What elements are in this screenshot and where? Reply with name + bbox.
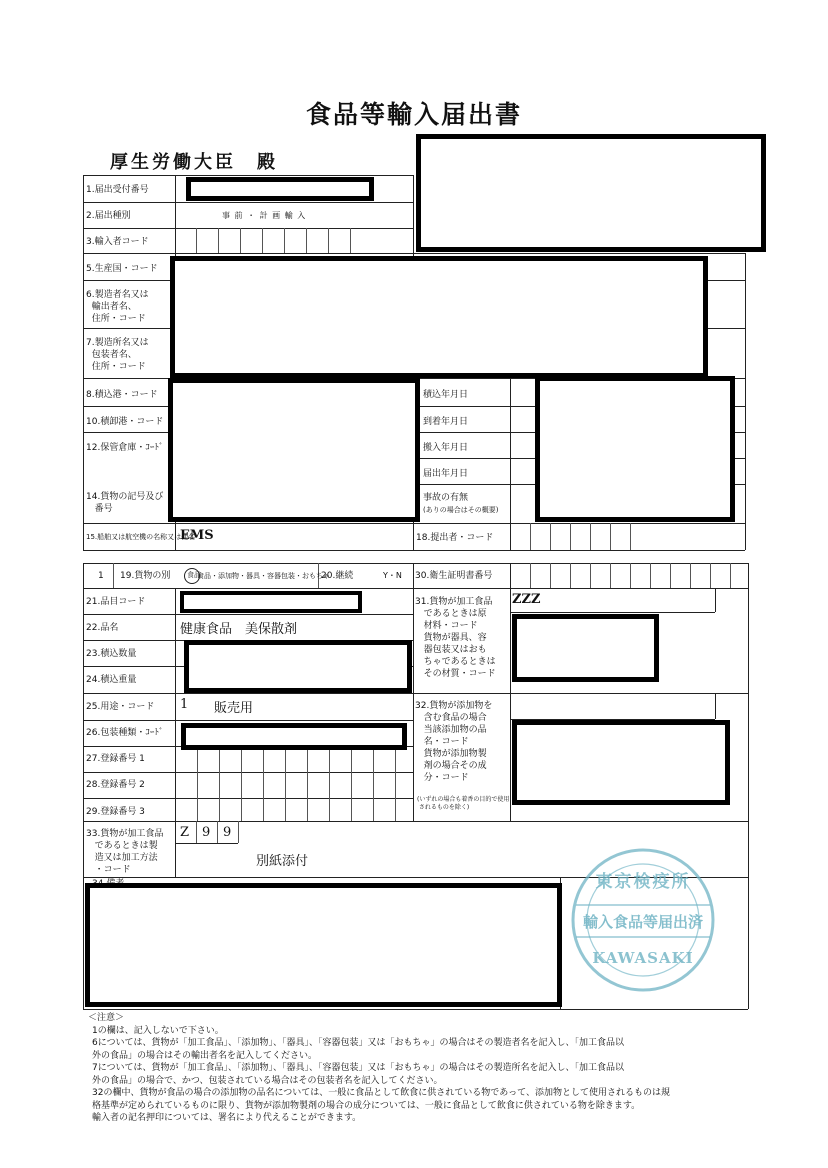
- label-manufacturer: 6.製造者名又は 輸出者名、 住所・コード: [86, 290, 149, 324]
- additives-note: (いずれの場合も着香の目的で使用 されるものを除く): [417, 796, 510, 811]
- notification-type-value: 事 前 ・ 計 画 輸 入: [222, 211, 307, 220]
- form-title: 食品等輸入届出書: [305, 100, 522, 129]
- label-factory: 7.製造所名又は 包装者名、 住所・コード: [86, 338, 149, 372]
- label-receipt-number: 1.届出受付番号: [86, 185, 149, 195]
- redacted-remarks: [85, 883, 562, 1007]
- label-unloading-port: 10.積卸港・コード: [86, 417, 164, 427]
- note-2: 6については、貨物が「加工食品」、「添加物」、「器具」、「容器包装」又は「おもちゃ」の場合はその製造者名を記入し、「加工食品以 外の食品」の場合はその輸出者名を記入してください。: [92, 1038, 625, 1061]
- notes-header: ＜注意＞: [88, 1013, 125, 1023]
- label-arrival-date: 到着年月日: [423, 417, 469, 427]
- row-number: 1: [98, 571, 104, 581]
- processing-code-2: 9: [202, 825, 211, 840]
- label-raw-materials: 31.貨物が加工食品 であるときは原 材料・コード 貨物が器具、容 器包装又はおも ちゃであるときは その材質・コード: [415, 597, 496, 679]
- label-processing-method: 33.貨物が加工食品 であるときは製 造又は加工方法 ・コード: [86, 829, 164, 875]
- label-continuation: 20.継続: [321, 571, 354, 581]
- label-registration-1: 27.登録番号 1: [86, 754, 145, 764]
- label-notification-date: 届出年月日: [423, 469, 469, 479]
- redacted-producer-info: [170, 256, 708, 378]
- redacted-receipt-number: [186, 177, 374, 201]
- note-5: 輸入者の記名押印については、署名により代えることができます。: [92, 1113, 362, 1123]
- label-accident: 事故の有無: [423, 493, 469, 503]
- stamp-top-text: 東京検疫所: [595, 872, 691, 892]
- redacted-importer-info: [416, 134, 766, 252]
- redacted-date-info: [535, 376, 735, 522]
- label-item-name: 22.品名: [86, 623, 119, 633]
- redacted-item-code: [180, 591, 362, 613]
- label-registration-2: 28.登録番号 2: [86, 780, 145, 790]
- label-loading-date: 積込年月日: [423, 390, 469, 400]
- note-1: 1の欄は、記入しないで下さい。: [92, 1025, 224, 1036]
- redacted-additives: [512, 720, 730, 805]
- label-cargo-marks: 14.貨物の記号及び 番号: [86, 492, 164, 514]
- label-submitter-code: 18.提出者・コード: [416, 533, 494, 543]
- label-use-code: 25.用途・コード: [86, 702, 155, 712]
- redacted-quantity-weight: [184, 640, 412, 693]
- note-3: 7については、貨物が「加工食品」、「添加物」、「器具」、「容器包装」又は「おもちゃ」の場合はその製造所名を記入し、「加工食品以 外の食品」の場合で、かつ、包装されている場合はその包装者名を記入してください。: [92, 1063, 625, 1086]
- redacted-packaging-type: [181, 723, 407, 750]
- notes-section: [88, 1012, 768, 1125]
- note-4: 32の欄中、貨物が食品の場合の添加物の品名については、一般に食品として飲食に供されている物であって、添加物として使用されるものは規 格基準が定められているものに限り、貨物が添加物製剤の場合の成分については、一般に食品として飲食に供されている物を除きます。: [92, 1088, 671, 1111]
- label-loading-quantity: 23.積込数量: [86, 649, 137, 659]
- processing-code-3: 9: [223, 825, 232, 840]
- redacted-materials: [512, 614, 659, 682]
- raw-materials-value: ZZZ: [512, 592, 541, 607]
- stamp-middle-text: 輸入食品等届出済: [582, 913, 704, 931]
- label-carry-in-date: 搬入年月日: [423, 443, 469, 453]
- label-item-code: 21.品目コード: [86, 597, 146, 607]
- processing-method-value: 別紙添付: [256, 854, 309, 869]
- quarantine-stamp: [568, 845, 718, 995]
- continuation-value: Y・N: [383, 571, 402, 580]
- label-loading-port: 8.積込港・コード: [86, 390, 158, 400]
- label-cargo-type: 19.貨物の別: [120, 571, 171, 581]
- label-accident-sub: (ありの場合はその概要): [423, 506, 499, 514]
- label-loading-weight: 24.積込重量: [86, 675, 137, 685]
- label-storage-warehouse: 12.保管倉庫・ｺｰﾄﾞ: [86, 443, 164, 453]
- use-code-value: 1: [180, 697, 189, 712]
- cargo-type-selected-circle: [184, 568, 200, 584]
- label-importer-code: 3.輸入者コード: [86, 237, 149, 247]
- label-registration-3: 29.登録番号 3: [86, 807, 145, 817]
- label-health-certificate: 30.衛生証明書番号: [415, 571, 493, 581]
- vessel-name-value: EMS: [180, 528, 214, 543]
- processing-code-1: Z: [180, 825, 190, 840]
- label-notification-type: 2.届出種別: [86, 211, 131, 221]
- label-producing-country: 5.生産国・コード: [86, 264, 158, 274]
- stamp-bottom-text: KAWASAKI: [592, 949, 694, 967]
- redacted-port-warehouse-info: [168, 378, 420, 522]
- label-vessel-name: 15.船舶又は航空機の名称又は便名: [86, 533, 196, 541]
- cargo-type-options: 食品・添加物・器具・容器包装・おもちゃ: [197, 572, 330, 580]
- addressee: 厚生労働大臣 殿: [110, 152, 278, 173]
- label-packaging-type: 26.包装種類・ｺｰﾄﾞ: [86, 728, 164, 738]
- label-additives: 32.貨物が添加物を 含む食品の場合 当該添加物の品 名・コード 貨物が添加物製 剤の場合その成 分・コード: [415, 701, 493, 783]
- item-name-value: 健康食品 美保散剤: [180, 622, 298, 637]
- use-value: 販売用: [214, 701, 254, 716]
- cargo-type-selected: 食品: [187, 571, 201, 579]
